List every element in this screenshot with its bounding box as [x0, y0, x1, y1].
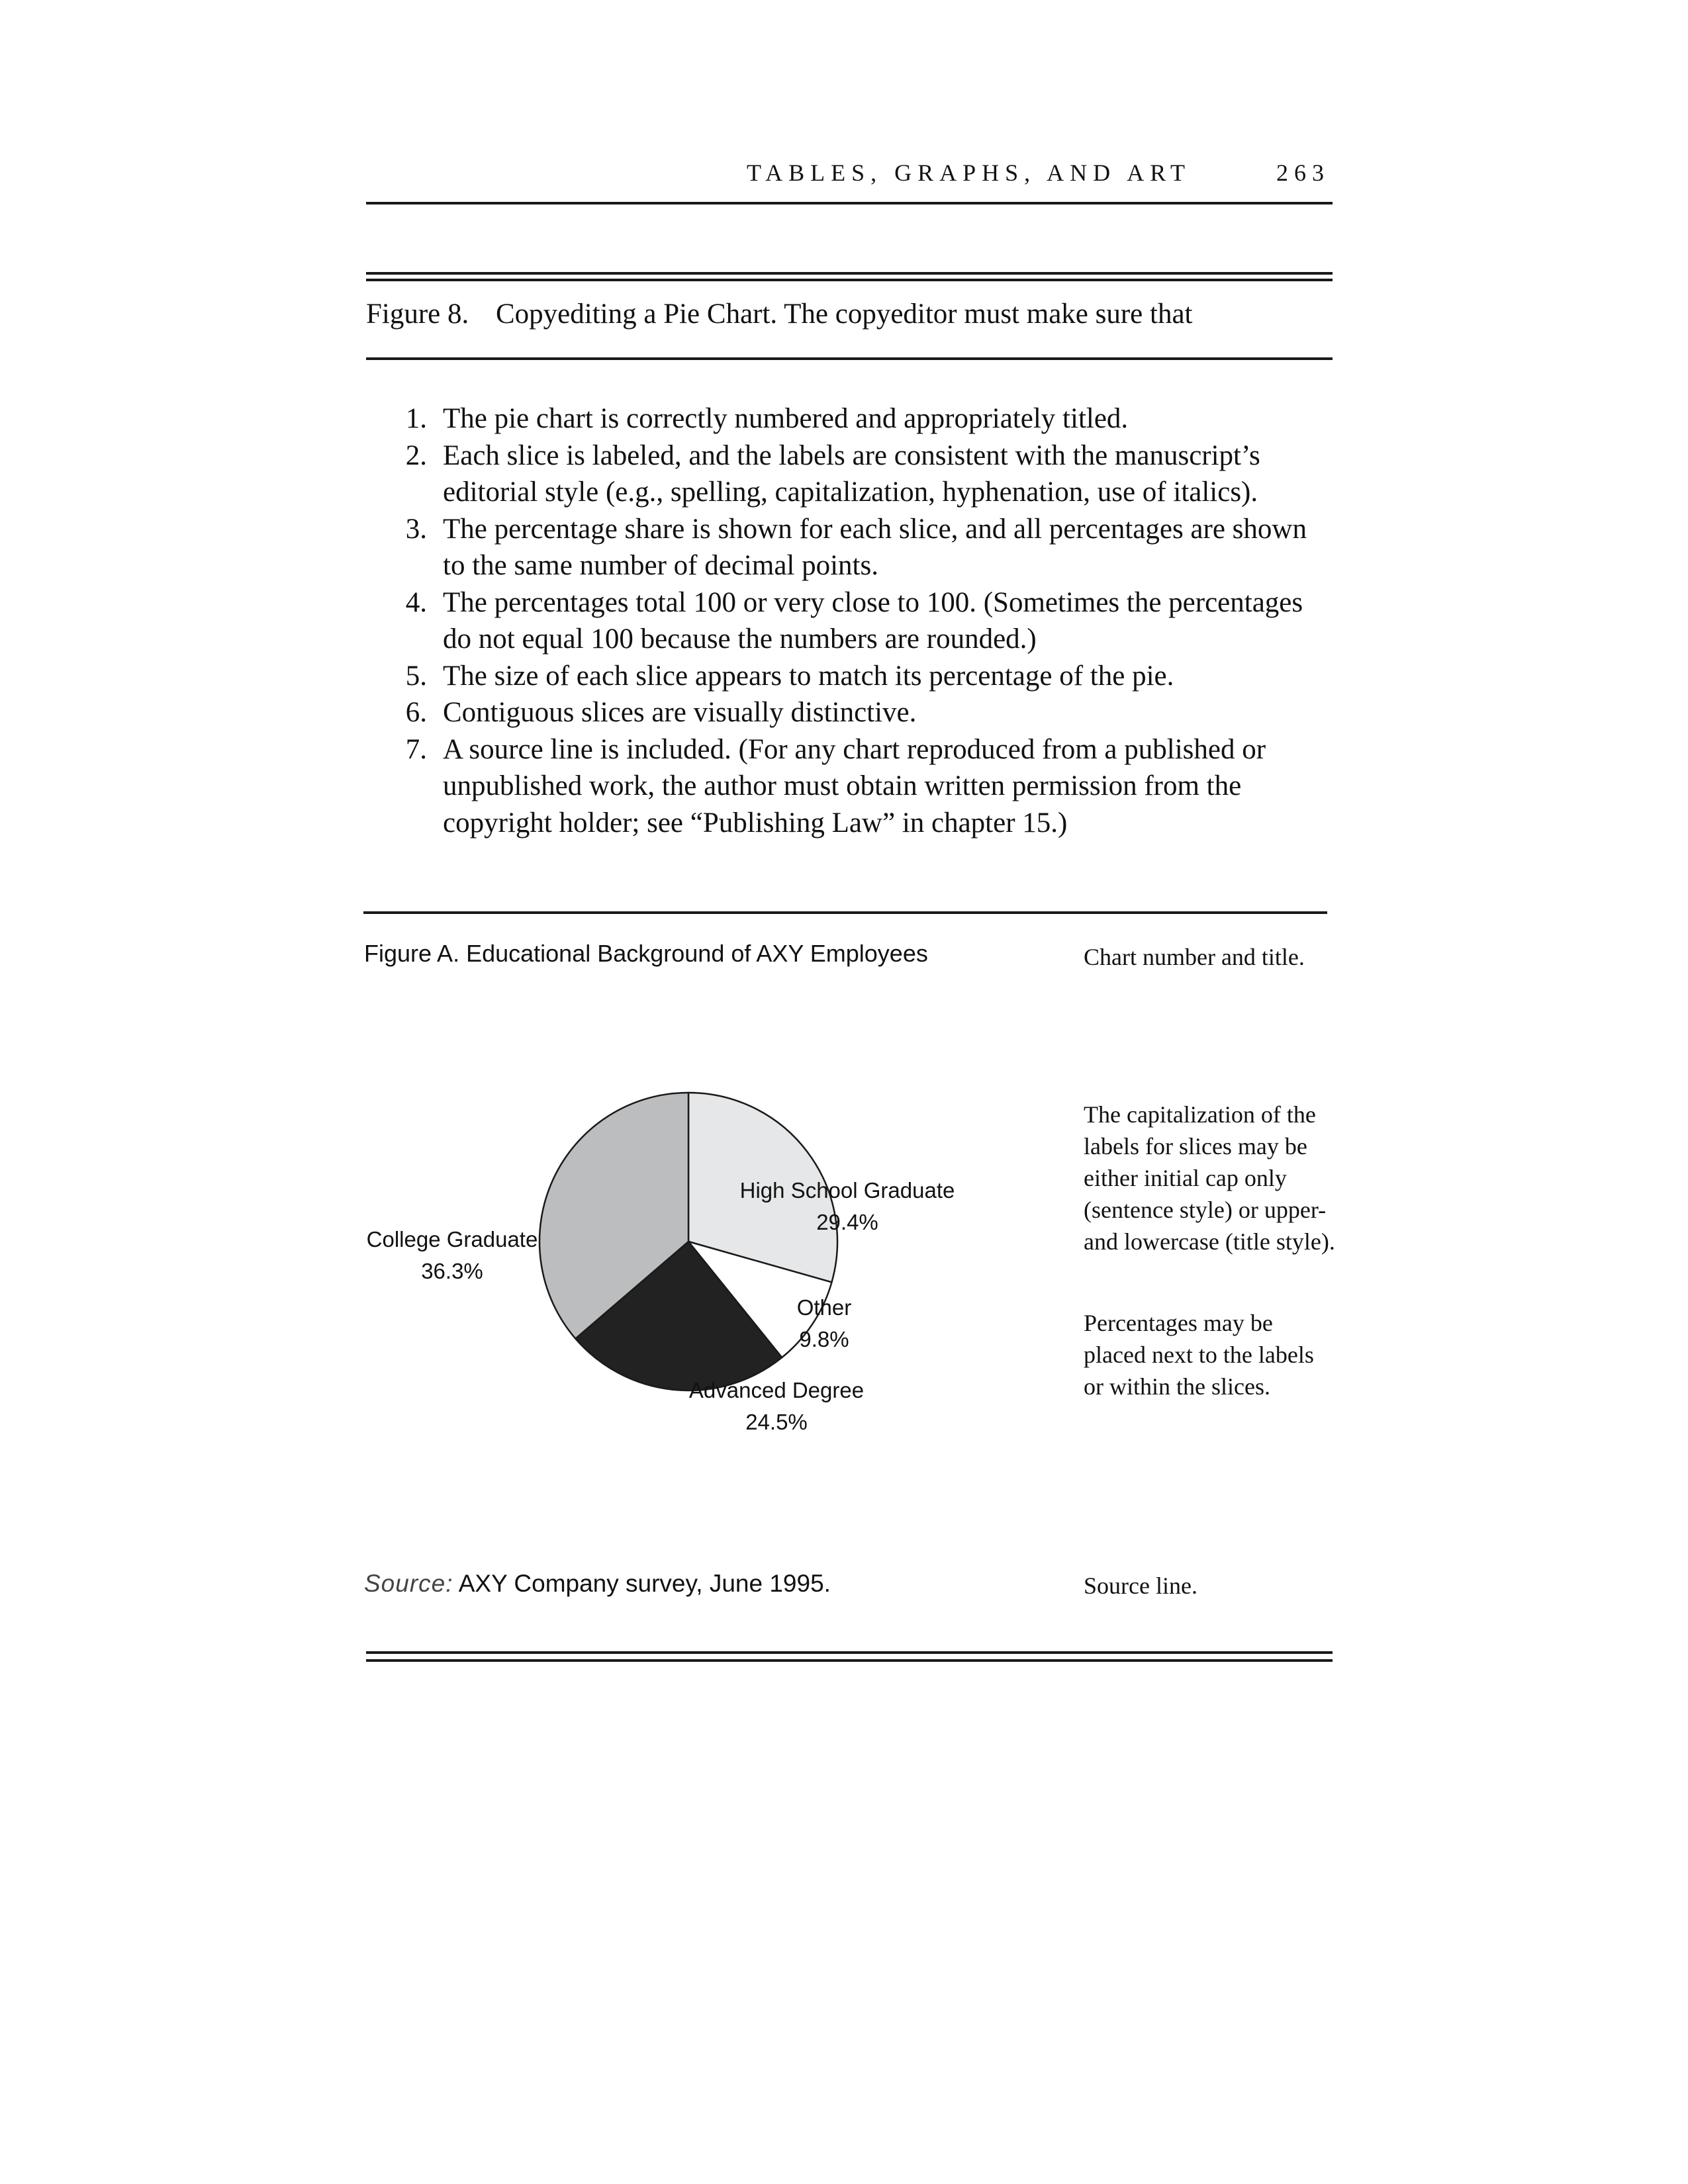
- pie-label: College Graduate: [366, 1227, 538, 1251]
- checklist-item: [374, 694, 1334, 731]
- checklist: [374, 400, 1334, 841]
- pie-value-label: 9.8%: [799, 1327, 849, 1351]
- note-percentages-line: or within the slices.: [1084, 1373, 1270, 1400]
- checklist-item-number: 2.: [405, 439, 427, 471]
- checklist-item-line: A source line is included. (For any chart reproduced from a published or: [443, 733, 1266, 765]
- checklist-item-number: 1.: [405, 403, 427, 434]
- checklist-item-line: unpublished work, the author must obtain written permission from the: [443, 770, 1242, 801]
- checklist-item-line: do not equal 100 because the numbers are rounded.): [443, 623, 1037, 655]
- header-rule: [366, 202, 1333, 205]
- checklist-item: [374, 511, 1334, 584]
- checklist-item-line: The percentage share is shown for each slice, and all percentages are shown: [443, 513, 1307, 545]
- figureA-top-rule: [363, 911, 1327, 914]
- pie-value-label: 29.4%: [816, 1210, 878, 1234]
- checklist-item: [374, 437, 1334, 511]
- checklist-item-line: editorial style (e.g., spelling, capitalization, hyphenation, use of italics).: [443, 477, 1258, 508]
- checklist-item: [374, 731, 1334, 842]
- checklist-item-number: 7.: [405, 733, 427, 765]
- pie-label: Advanced Degree: [688, 1378, 865, 1402]
- checklist-item-line: The size of each slice appears to match its percentage of the pie.: [443, 660, 1174, 692]
- source-line: [364, 1570, 831, 1598]
- figure8-caption: [366, 298, 1193, 330]
- checklist-item: [374, 658, 1334, 695]
- checklist-item-line: Each slice is labeled, and the labels are consistent with the manuscript’s: [443, 439, 1260, 471]
- checklist-item-line: The percentages total 100 or very close to 100. (Sometimes the percentages: [443, 586, 1303, 618]
- checklist-item-line: copyright holder; see “Publishing Law” in chapter 15.): [443, 807, 1068, 839]
- note-capitalization-line: labels for slices may be: [1084, 1133, 1307, 1160]
- checklist-item: [374, 584, 1334, 658]
- checklist-item-number: 4.: [405, 586, 427, 618]
- checklist-item-number: 3.: [405, 513, 427, 545]
- note-percentages: [1084, 1307, 1362, 1402]
- checklist-item-line: The pie chart is correctly numbered and appropriately titled.: [443, 403, 1129, 434]
- figure-bottom-rule-2: [366, 1659, 1333, 1662]
- source-prefix: Source:: [364, 1570, 453, 1597]
- note-capitalization-line: either initial cap only: [1084, 1165, 1287, 1191]
- note-source-line: Source line.: [1084, 1572, 1197, 1599]
- note-capitalization-line: (sentence style) or upper-: [1084, 1197, 1327, 1223]
- figure8-top-rule-2: [366, 279, 1333, 281]
- pie-label: High School Graduate: [739, 1178, 955, 1203]
- pie-value-label: 24.5%: [745, 1410, 808, 1434]
- checklist-item-number: 6.: [405, 697, 427, 728]
- pie-chart: [357, 1059, 1019, 1482]
- pie-value-label: 36.3%: [421, 1259, 483, 1283]
- checklist-item: [374, 400, 1334, 437]
- note-percentages-line: placed next to the labels: [1084, 1342, 1314, 1368]
- figure8-top-rule-1: [366, 272, 1333, 275]
- note-capitalization-line: and lowercase (title style).: [1084, 1228, 1335, 1255]
- pie-label: Other: [796, 1295, 852, 1320]
- source-text: AXY Company survey, June 1995.: [453, 1570, 831, 1597]
- running-head: TABLES, GRAPHS, AND ART: [747, 159, 1192, 186]
- caption-rule: [366, 357, 1333, 360]
- checklist-item-line: Contiguous slices are visually distinctive.: [443, 697, 917, 728]
- figure8-caption-text: Copyediting a Pie Chart. The copyeditor must make sure that: [496, 298, 1193, 330]
- figureA-title: Figure A. Educational Background of AXY Employees: [364, 940, 928, 967]
- checklist-item-line: to the same number of decimal points.: [443, 550, 878, 581]
- page-number: 263: [1276, 159, 1330, 186]
- note-percentages-line: Percentages may be: [1084, 1310, 1273, 1336]
- figure8-number: Figure 8.: [366, 298, 469, 330]
- note-capitalization-line: The capitalization of the: [1084, 1101, 1316, 1128]
- note-capitalization: [1084, 1099, 1362, 1257]
- figure-bottom-rule-1: [366, 1651, 1333, 1654]
- note-chart-title: Chart number and title.: [1084, 944, 1305, 970]
- checklist-item-number: 5.: [405, 660, 427, 692]
